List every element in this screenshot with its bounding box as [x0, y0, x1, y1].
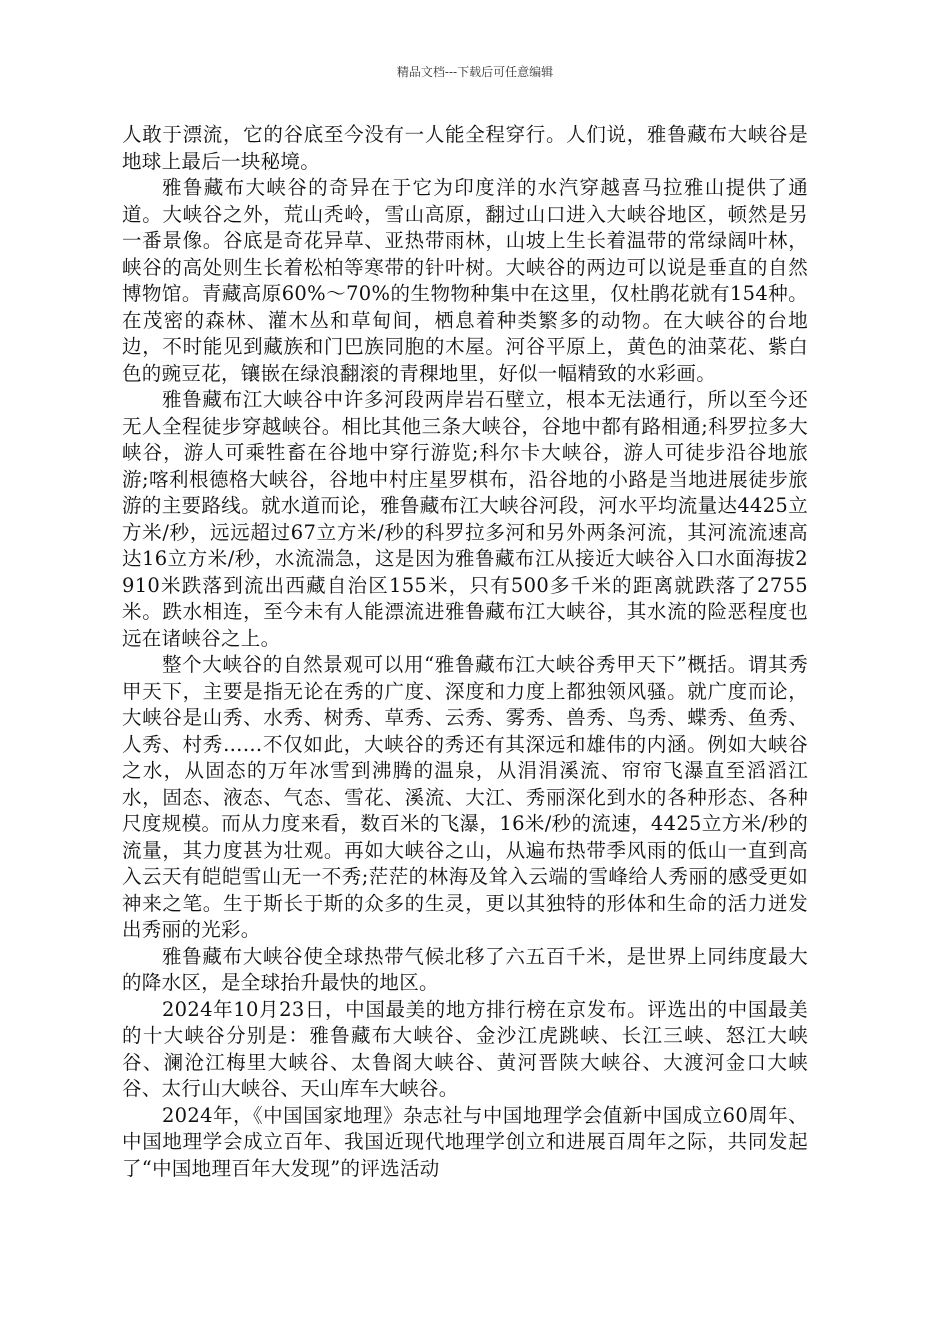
page-header: 精品文档---下载后可任意编辑 [396, 65, 554, 79]
paragraph-geography-discovery: 2024年，《中国国家地理》杂志社与中国地理学会值新中国成立60周年、中国地理学会成立百年、我国近现代地理学创立和进展百周年之际，共同发起了“中国地理百年大发现”的评选活动 [122, 1103, 808, 1180]
document-body [122, 122, 808, 1182]
paragraph-continuation: 人敢于漂流，它的谷底至今没有一人能全程穿行。人们说，雅鲁藏布大峡谷是地球上最后一块秘境。 [122, 123, 808, 173]
paragraph-canyon-scenery: 整个大峡谷的自然景观可以用“雅鲁藏布江大峡谷秀甲天下”概括。谓其秀甲天下，主要是指无论在秀的广度、深度和力度上都独领风骚。就广度而论，大峡谷是山秀、水秀、树秀、草秀、云秀、雾秀、兽秀、鸟秀、蝶秀、鱼秀、人秀、村秀……不仅如此，大峡谷的秀还有其深远和雄伟的内涵。例如大峡谷之水，从固态的万年冰雪到沸腾的温泉，从涓涓溪流、帘帘飞瀑直至滔滔江水，固态、液态、气态、雪花、溪流、大江、秀丽深化到水的各种形态、各种尺度规模。而从力度来看，数百米的飞瀑，16米/秒的流速，4425立方米/秒的流量，其力度甚为壮观。再如大峡谷之山，从遍布热带季风雨的低山一直到高入云天有皑皑雪山无一不秀;茫茫的林海及耸入云端的雪峰给人秀丽的感受更如神来之笔。生于斯长于斯的众多的生灵，更以其独特的形体和生命的活力迸发出秀丽的光彩。 [122, 653, 808, 941]
paragraph-canyon-biodiversity: 雅鲁藏布大峡谷的奇异在于它为印度洋的水汽穿越喜马拉雅山提供了通道。大峡谷之外，荒山秃岭，雪山高原，翻过山口进入大峡谷地区，顿然是另一番景像。谷底是奇花异草、亚热带雨林，山坡上生长着温带的常绿阔叶林，峡谷的高处则生长着松柏等寒带的针叶树。大峡谷的两边可以说是垂直的自然博物馆。青藏高原60%～70%的生物物种集中在这里，仅杜鹃花就有154种。在茂密的森林、灌木丛和草甸间，栖息着种类繁多的动物。在大峡谷的台地边，不时能见到藏族和门巴族同胞的木屋。河谷平原上，黄色的油菜花、紫白色的豌豆花，镶嵌在绿浪翻滚的青稞地里，好似一幅精致的水彩画。 [122, 176, 808, 385]
paragraph-climate-effect: 雅鲁藏布大峡谷使全球热带气候北移了六五百千米，是世界上同纬度最大的降水区，是全球抬升最快的地区。 [122, 944, 808, 994]
paragraph-top-ten-canyons: 2024年10月23日，中国最美的地方排行榜在京发布。评选出的中国最美的十大峡谷分别是：雅鲁藏布大峡谷、金沙江虎跳峡、长江三峡、怒江大峡谷、澜沧江梅里大峡谷、太鲁阁大峡谷、黄河晋陕大峡谷、大渡河金口大峡谷、太行山大峡谷、天山库车大峡谷。 [122, 997, 808, 1100]
paragraph-canyon-comparison: 雅鲁藏布江大峡谷中许多河段两岸岩石壁立，根本无法通行，所以至今还无人全程徒步穿越峡谷。相比其他三条大峡谷，谷地中都有路相通;科罗拉多大峡谷，游人可乘牲畜在谷地中穿行游览;科尔卡大峡谷，游人可徒步沿谷地旅游;喀利根德格大峡谷，谷地中村庄星罗棋布，沿谷地的小路是当地进展徒步旅游的主要路线。就水道而论，雅鲁藏布江大峡谷河段，河水平均流量达4425立方米/秒，远远超过67立方米/秒的科罗拉多河和另外两条河流，其河流流速高达16立方米/秒，水流湍急，这是因为雅鲁藏布江从接近大峡谷入口水面海拔2910米跌落到流出西藏自治区155米，只有500多千米的距离就跌落了2755米。跌水相连，至今未有人能漂流进雅鲁藏布江大峡谷，其水流的险恶程度也远在诸峡谷之上。 [122, 388, 808, 650]
